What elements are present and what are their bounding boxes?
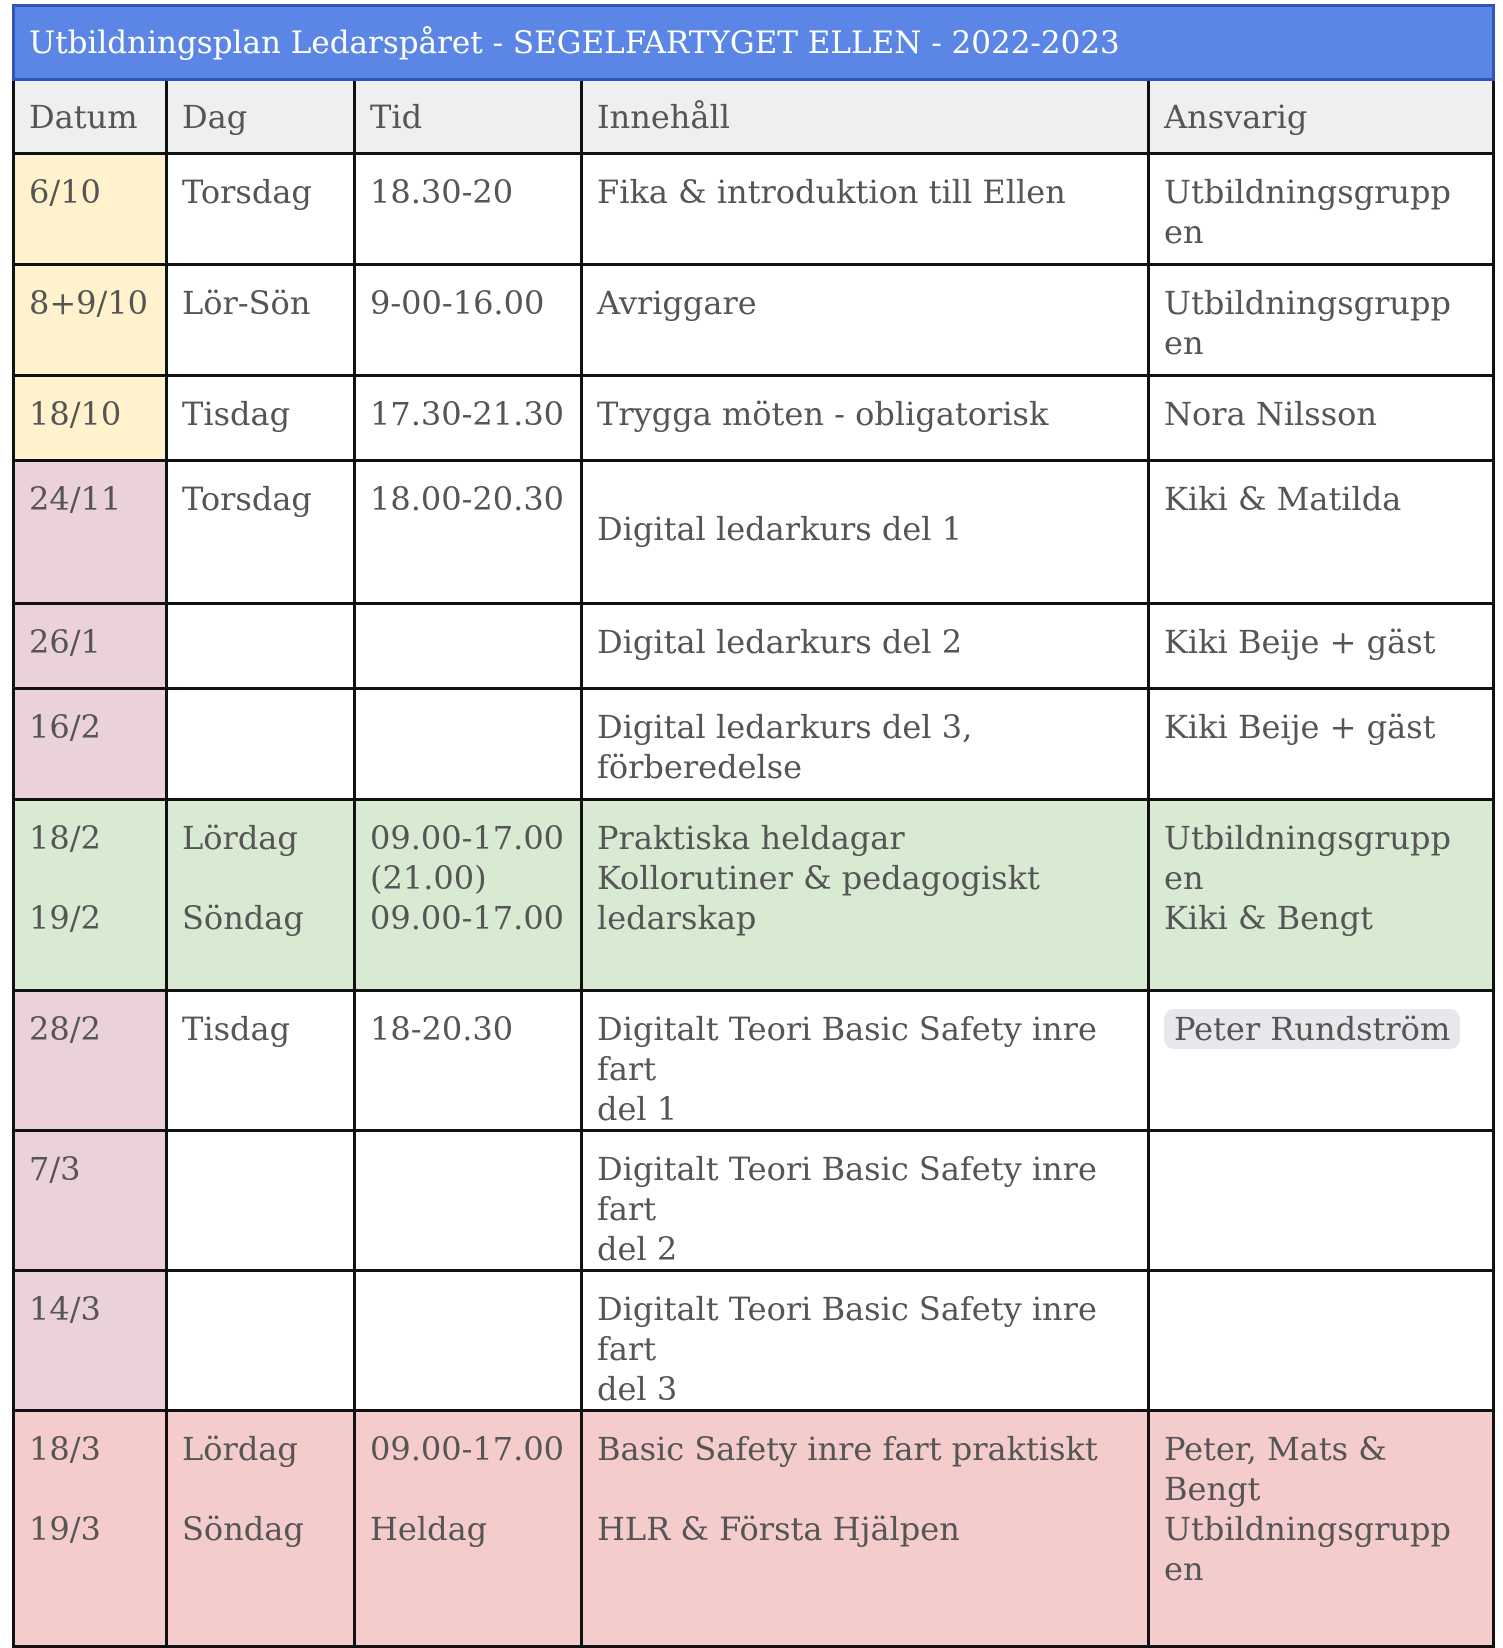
header-row [14, 80, 1494, 154]
innehall-cell: Basic Safety inre fart praktiskt HLR & Första Hjälpen [582, 1411, 1149, 1647]
tid-cell: 09.00-17.00 (21.00) 09.00-17.00 [355, 800, 582, 991]
person-chip[interactable]: Peter Rundström [1164, 1009, 1460, 1049]
ansvarig-cell: Kiki & Matilda [1149, 461, 1494, 604]
ansvarig-cell: Nora Nilsson [1149, 376, 1494, 461]
dag-cell [167, 689, 355, 800]
dag-cell: Torsdag [167, 154, 355, 265]
header-ansvarig: Ansvarig [1149, 80, 1494, 154]
dag-cell [167, 604, 355, 689]
tid-cell: 09.00-17.00 Heldag [355, 1411, 582, 1647]
datum-cell: 6/10 [14, 154, 167, 265]
datum-cell: 14/3 [14, 1271, 167, 1411]
header-datum: Datum [14, 80, 167, 154]
innehall-cell: Digital ledarkurs del 2 [582, 604, 1149, 689]
datum-cell: 18/10 [14, 376, 167, 461]
ansvarig-cell: Kiki Beije + gäst [1149, 689, 1494, 800]
datum-cell: 16/2 [14, 689, 167, 800]
innehall-cell: Digitalt Teori Basic Safety inre fart del 1 [582, 991, 1149, 1131]
header-dag: Dag [167, 80, 355, 154]
ansvarig-cell: Utbildningsgrupp en Kiki & Bengt [1149, 800, 1494, 991]
table-row [14, 991, 1494, 1131]
tid-cell: 18.30-20 [355, 154, 582, 265]
tid-cell [355, 1271, 582, 1411]
ansvarig-cell: Kiki Beije + gäst [1149, 604, 1494, 689]
innehall-cell: Digitalt Teori Basic Safety inre fart del 2 [582, 1131, 1149, 1271]
ansvarig-cell [1149, 1271, 1494, 1411]
innehall-cell: Trygga möten - obligatorisk [582, 376, 1149, 461]
table-row [14, 154, 1494, 265]
dag-cell: Torsdag [167, 461, 355, 604]
innehall-cell: Fika & introduktion till Ellen [582, 154, 1149, 265]
datum-cell: 8+9/10 [14, 265, 167, 376]
ansvarig-cell [1149, 1131, 1494, 1271]
dag-cell: Lördag Söndag [167, 1411, 355, 1647]
tid-cell [355, 604, 582, 689]
ansvarig-cell: Utbildningsgrupp en [1149, 154, 1494, 265]
innehall-cell: Praktiska heldagar Kollorutiner & pedagogiskt ledarskap [582, 800, 1149, 991]
innehall-cell: Digitalt Teori Basic Safety inre fart del 3 [582, 1271, 1149, 1411]
dag-cell: Lör-Sön [167, 265, 355, 376]
tid-cell [355, 689, 582, 800]
dag-cell: Lördag Söndag [167, 800, 355, 991]
table-row [14, 800, 1494, 991]
ansvarig-cell: Utbildningsgrupp en [1149, 265, 1494, 376]
tid-cell [355, 1131, 582, 1271]
datum-cell: 18/3 19/3 [14, 1411, 167, 1647]
tid-cell: 17.30-21.30 [355, 376, 582, 461]
tid-cell: 18-20.30 [355, 991, 582, 1131]
datum-cell: 18/2 19/2 [14, 800, 167, 991]
dag-cell [167, 1271, 355, 1411]
header-tid: Tid [355, 80, 582, 154]
dag-cell: Tisdag [167, 376, 355, 461]
header-innehall: Innehåll [582, 80, 1149, 154]
table-row [14, 689, 1494, 800]
datum-cell: 24/11 [14, 461, 167, 604]
table-row [14, 265, 1494, 376]
tid-cell: 18.00-20.30 [355, 461, 582, 604]
tid-cell: 9-00-16.00 [355, 265, 582, 376]
dag-cell [167, 1131, 355, 1271]
table-row [14, 604, 1494, 689]
table-row [14, 376, 1494, 461]
innehall-cell: Avriggare [582, 265, 1149, 376]
datum-cell: 28/2 [14, 991, 167, 1131]
ansvarig-cell: Peter, Mats & Bengt Utbildningsgrupp en [1149, 1411, 1494, 1647]
innehall-cell: Digital ledarkurs del 1 [582, 461, 1149, 604]
datum-cell: 7/3 [14, 1131, 167, 1271]
table-row [14, 461, 1494, 604]
dag-cell: Tisdag [167, 991, 355, 1131]
schedule-table [12, 4, 1495, 1648]
table-row [14, 1131, 1494, 1271]
ansvarig-cell [1149, 991, 1494, 1131]
innehall-cell: Digital ledarkurs del 3, förberedelse [582, 689, 1149, 800]
table-title: Utbildningsplan Ledarspåret - SEGELFARTYGET ELLEN - 2022-2023 [14, 6, 1494, 80]
table-row [14, 1271, 1494, 1411]
datum-cell: 26/1 [14, 604, 167, 689]
table-row [14, 1411, 1494, 1647]
